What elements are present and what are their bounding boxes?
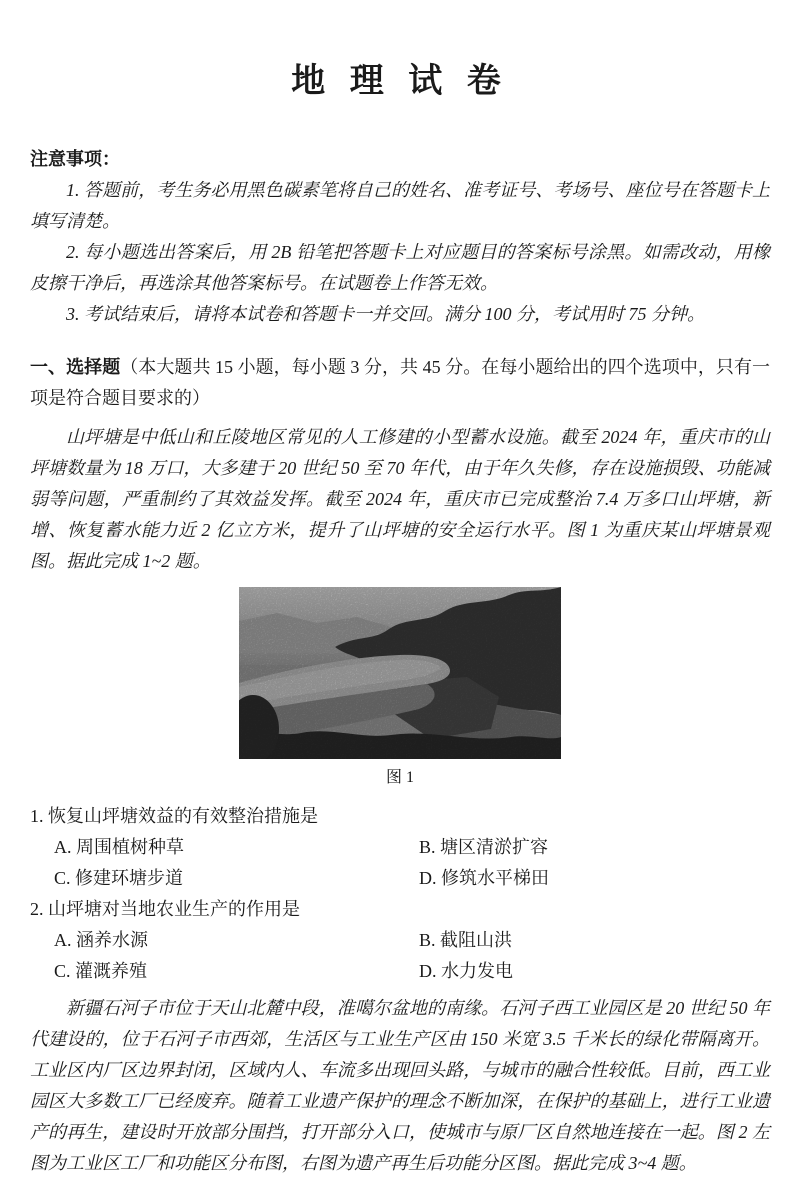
- figure-1-caption: 图 1: [385, 769, 414, 786]
- question-2-stem: 2. 山坪塘对当地农业生产的作用是: [30, 899, 300, 919]
- notice-item-1: 1. 答题前，考生务必用黑色碳素笔将自己的姓名、准考证号、考场号、座位号在答题卡上填写清楚。: [30, 180, 770, 231]
- figure-1: [30, 587, 770, 789]
- page-title: 地 理 试 卷: [291, 63, 509, 100]
- question-2-option-c: C. 灌溉养殖: [54, 961, 148, 981]
- question-1-options: [30, 832, 770, 894]
- pond-landscape-photo: [239, 587, 561, 759]
- question-1-option-b: B. 塘区清淤扩容: [419, 837, 549, 857]
- stimulus-passage-2: 新疆石河子市位于天山北麓中段，准噶尔盆地的南缘。石河子西工业园区是 20 世纪 50 年代建设的，位于石河子市西郊，生活区与工业生产区由 150 米宽 3.5 千米长的绿化带隔离开。工业区内厂区边界封闭，区域内人、车流多出现回头路，与城市的融合性较低。目前，西工业园区大多数工厂已经废弃。随着工业遗产保护的理念不断加深，在保护的基础上，进行工业遗产的再生，建设时开放部分围挡，打开部分入口，使城市与原厂区自然地连接在一起。图 2 左图为工业区工厂和功能区分布图，右图为遗产再生后功能分区图。据此完成 3~4 题。: [30, 998, 770, 1173]
- notice-item-3: 3. 考试结束后，请将本试卷和答题卡一并交回。满分 100 分，考试用时 75 分钟。: [66, 304, 705, 324]
- question-1: [30, 801, 770, 894]
- notice-heading: 注意事项：: [30, 149, 120, 169]
- notice-section: [30, 144, 770, 330]
- question-2-option-d: D. 水力发电: [419, 961, 513, 981]
- question-2-option-b: B. 截阻山洪: [419, 930, 513, 950]
- section-heading: [30, 352, 770, 414]
- section-heading-number: 一、选择题: [30, 357, 121, 377]
- question-2-option-a: A. 涵养水源: [54, 930, 148, 950]
- question-1-option-c: C. 修建环塘步道: [54, 868, 184, 888]
- question-1-stem: 1. 恢复山坪塘效益的有效整治措施是: [30, 806, 318, 826]
- stimulus-passage-1: 山坪塘是中低山和丘陵地区常见的人工修建的小型蓄水设施。截至 2024 年，重庆市的山坪塘数量为 18 万口，大多建于 20 世纪 50 至 70 年代，由于年久失修，存在设施损毁、功能减弱等问题，严重制约了其效益发挥。截至 2024 年，重庆市已完成整治 7.4 万多口山坪塘，新增、恢复蓄水能力近 2 亿立方米，提升了山坪塘的安全运行水平。图 1 为重庆某山坪塘景观图。据此完成 1~2 题。: [30, 427, 770, 571]
- question-1-option-a: A. 周围植树种草: [54, 837, 184, 857]
- section-heading-detail: （本大题共 15 小题，每小题 3 分，共 45 分。在每小题给出的四个选项中，只有一项是符合题目要求的）: [30, 357, 771, 408]
- question-list: [30, 801, 770, 987]
- question-1-option-d: D. 修筑水平梯田: [419, 868, 549, 888]
- notice-item-2: 2. 每小题选出答案后，用 2B 铅笔把答题卡上对应题目的答案标号涂黑。如需改动，用橡皮擦干净后，再选涂其他答案标号。在试题卷上作答无效。: [30, 242, 770, 293]
- pond-photo-graphic: [239, 587, 561, 759]
- question-2: [30, 894, 770, 987]
- question-2-options: [30, 925, 770, 987]
